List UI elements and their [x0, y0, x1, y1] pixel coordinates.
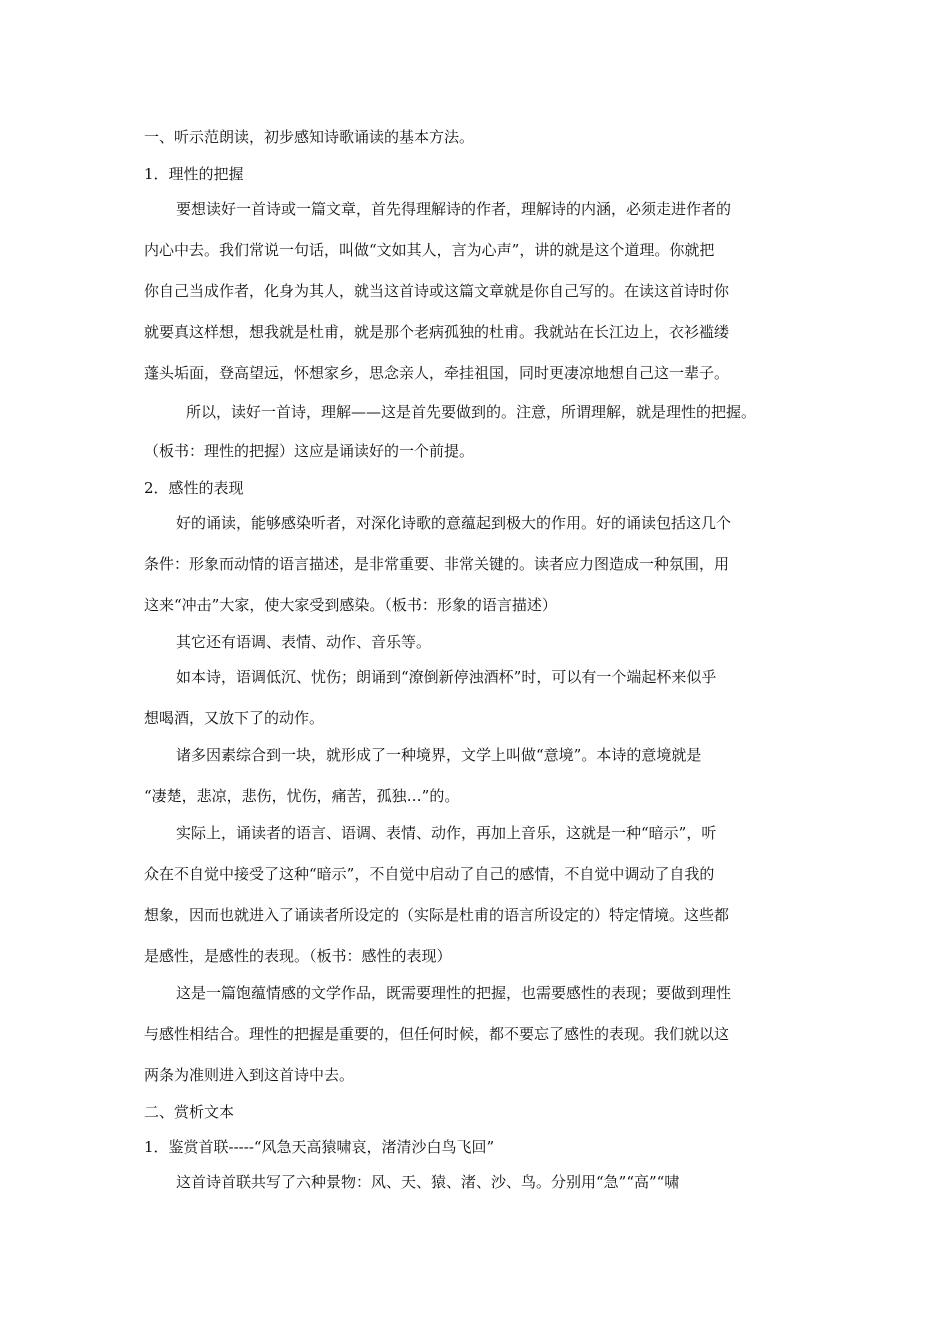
- subsection-heading: 1．理性的把握: [144, 165, 244, 183]
- section-heading: 一、听示范朗读，初步感知诗歌诵读的基本方法。: [144, 128, 475, 146]
- paragraph-line: 诸多因素综合到一块，就形成了一种境界，文学上叫做“意境”。本诗的意境就是: [176, 746, 702, 764]
- paragraph-line: 两条为准则进入到这首诗中去。: [144, 1066, 355, 1084]
- paragraph-line: 要想读好一首诗或一篇文章，首先得理解诗的作者，理解诗的内涵，必须走进作者的: [176, 200, 732, 218]
- paragraph-line: 条件：形象而动情的语言描述，是非常重要、非常关键的。读者应力图造成一种氛围，用: [144, 555, 730, 573]
- paragraph-line: 是感性，是感性的表现。（板书：感性的表现）: [144, 947, 452, 965]
- paragraph-line: 实际上，诵读者的语言、语调、表情、动作，再加上音乐，这就是一种“暗示”，听: [176, 824, 717, 842]
- subsection-heading: 2．感性的表现: [144, 479, 244, 497]
- subsection-heading: 1．鉴赏首联-----“风急天高猿啸哀，渚清沙白鸟飞回”: [144, 1138, 495, 1156]
- paragraph-line: 你自己当成作者，化身为其人，就当这首诗或这篇文章就是你自己写的。在读这首诗时你: [144, 282, 730, 300]
- paragraph-line: （板书：理性的把握）这应是诵读好的一个前提。: [144, 442, 475, 460]
- paragraph-line: 所以，读好一首诗，理解——这是首先要做到的。注意，所谓理解，就是理性的把握。: [186, 403, 757, 421]
- paragraph-line: 这来“冲击”大家，使大家受到感染。（板书：形象的语言描述）: [144, 596, 557, 614]
- paragraph-line: “凄楚，悲凉，悲伤，忧伤，痛苦，孤独…”的。: [144, 787, 460, 805]
- paragraph-line: 与感性相结合。理性的把握是重要的，但任何时候，都不要忘了感性的表现。我们就以这: [144, 1025, 730, 1043]
- section-heading: 二、赏析文本: [144, 1103, 235, 1121]
- paragraph-line: 其它还有语调、表情、动作、音乐等。: [176, 633, 432, 651]
- paragraph-line: 就要真这样想，想我就是杜甫，就是那个老病孤独的杜甫。我就站在长江边上，衣衫褴缕: [144, 323, 730, 341]
- paragraph-line: 如本诗，语调低沉、忧伤；朗诵到“潦倒新停浊酒杯”时，可以有一个端起杯来似乎: [176, 668, 717, 686]
- paragraph-line: 好的诵读，能够感染听者，对深化诗歌的意蕴起到极大的作用。好的诵读包括这几个: [176, 514, 732, 532]
- paragraph-line: 众在不自觉中接受了这种“暗示”，不自觉中启动了自己的感情，不自觉中调动了自我的: [144, 865, 715, 883]
- paragraph-line: 蓬头垢面，登高望远，怀想家乡，思念亲人，牵挂祖国，同时更凄凉地想自己这一辈子。: [144, 364, 730, 382]
- paragraph-line: 这首诗首联共写了六种景物：风、天、猿、渚、沙、鸟。分别用“急”“高”“啸: [176, 1173, 680, 1191]
- paragraph-line: 这是一篇饱蕴情感的文学作品，既需要理性的把握，也需要感性的表现；要做到理性: [176, 984, 732, 1002]
- paragraph-line: 内心中去。我们常说一句话，叫做“文如其人，言为心声”，讲的就是这个道理。你就把: [144, 241, 715, 259]
- paragraph-line: 想喝酒，又放下了的动作。: [144, 709, 325, 727]
- paragraph-line: 想象，因而也就进入了诵读者所设定的（实际是杜甫的语言所设定的）特定情境。这些都: [144, 906, 730, 924]
